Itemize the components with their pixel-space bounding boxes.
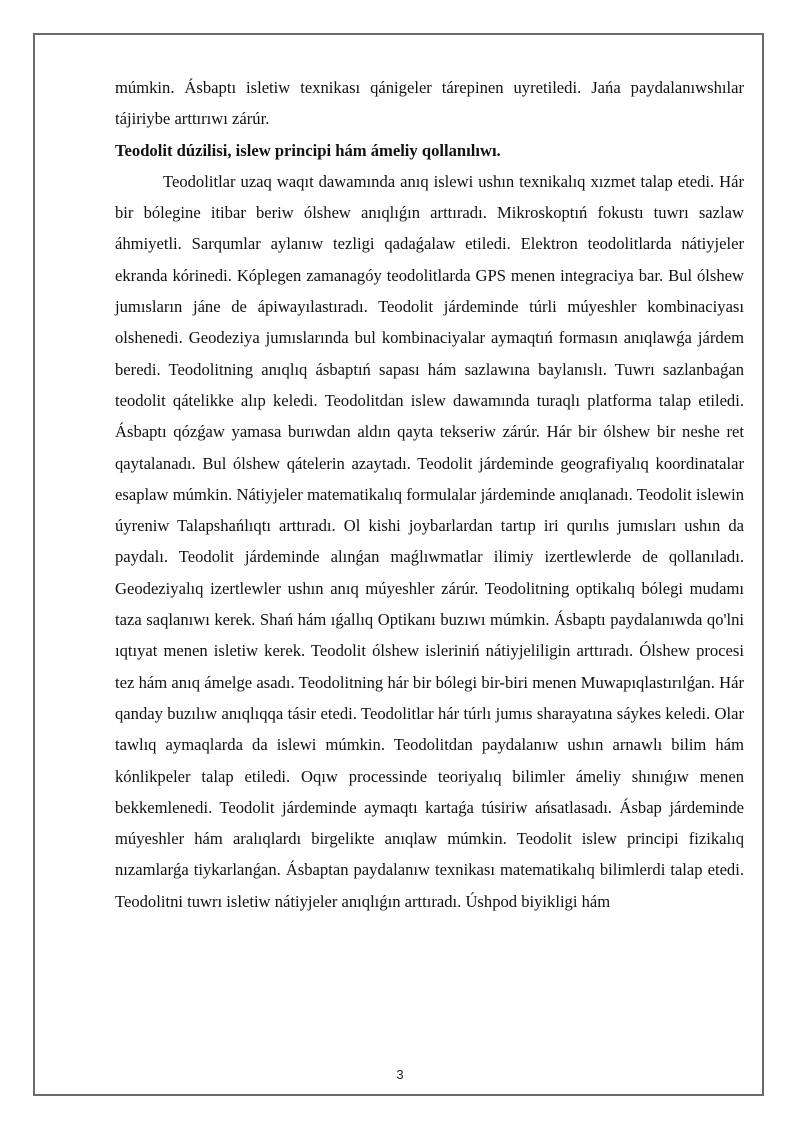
page-number: 3 [396, 1067, 404, 1082]
body-paragraph: Teodolitlar uzaq waqıt dawamında anıq islewi ushın texnikalıq xızmet talap etedi. Hár bir bólegine itibar beriw ólshew anıqlıǵın arttıradı. Mikroskoptıń fokustı tuwrı sazlaw áhmiyetli. Sarqumlar aylanıw tezligi qadaǵalaw etiledi. Elektron teodolitlarda nátiyjeler ekranda kórinedi. Kóplegen zamanagóy teodolitlarda GPS menen integraciya bar. Bul ólshew jumısların jáne de ápiwayılastıradı. Teodolit járdeminde túrli múyeshler kombinaciyası olshenedi. Geodeziya jumıslarında bul kombinaciyalar aymaqtıń formasın anıqlawǵa járdem beredi. Teodolitning anıqlıq ásbaptıń sapası hám sazlawına baylanıslı. Tuwrı sazlanbaǵan teodolit qátelikke alıp keledi. Teodolitdan islew dawamında turaqlı platforma talap etiledi. Ásbaptı qózǵaw yamasa burıwdan aldın qayta tekseriw zárúr. Hár bir ólshew bir neshe ret qaytalanadı. Bul ólshew qátelerin azaytadı. Teodolit járdeminde geografiyalıq koordinatalar esaplaw múmkin. Nátiyjeler matematikalıq formulalar járdeminde anıqlanadı. Teodolit islewin úyreniw Talapshańlıqtı arttıradı. Ol kishi joybarlardan tartıp iri qurılıs jumısları ushın da paydalı. Teodolit járdeminde alınǵan maǵlıwmatlar ilimiy izertlewlerde de qollanıladı. Geodeziyalıq izertlewler ushın anıq múyeshler zárúr. Teodolitning optikalıq bólegi mudamı taza saqlanıwı kerek. Shań hám ıǵallıq Optikanı buzıwı múmkin. Ásbaptı paydalanıwda qo'lni ıqtıyat menen isletiw kerek. Teodolit ólshew isleriniń nátiyjeliligin arttıradı. Ólshew procesi tez hám anıq ámelge asadı. Teodolitning hár bir bólegi bir-biri menen Muwapıqlastırılǵan. Hár qanday buzılıw anıqlıqqa tásir etedi. Teodolitlar hár túrlı jumıs sharayatına sáykes keledi. Olar tawlıq aymaqlarda da islewi múmkin. Teodolitdan paydalanıw ushın arnawlı bilim hám kónlikpeler talap etiledi. Oqıw processinde teoriyalıq bilimler ámeliy shınıǵıw menen bekkemlenedi. Teodolit járdeminde aymaqtı kartaǵa túsiriw ańsatlasadı. Ásbap járdeminde múyeshler hám aralıqlardı birgelikte anıqlaw múmkin. Teodolit islew principi fizikalıq nızamlarǵa tiykarlanǵan. Ásbaptan paydalanıw texnikası matematikalıq bilimlerdi talap etedi. Teodolitni tuwrı isletiw nátiyjeler anıqlıǵın arttıradı. Úshpod biyikligi hám [115, 171, 744, 911]
document-body [115, 72, 744, 917]
lead-paragraph: múmkin. Ásbaptı isletiw texnikası qánigeler tárepinen uyretiledi. Jańa paydalanıwshılar tájiriybe arttırıwı zárúr. [115, 78, 744, 129]
section-heading: Teodolit dúzilisi, islew principi hám ámeliy qollanılıwı. [115, 140, 501, 160]
